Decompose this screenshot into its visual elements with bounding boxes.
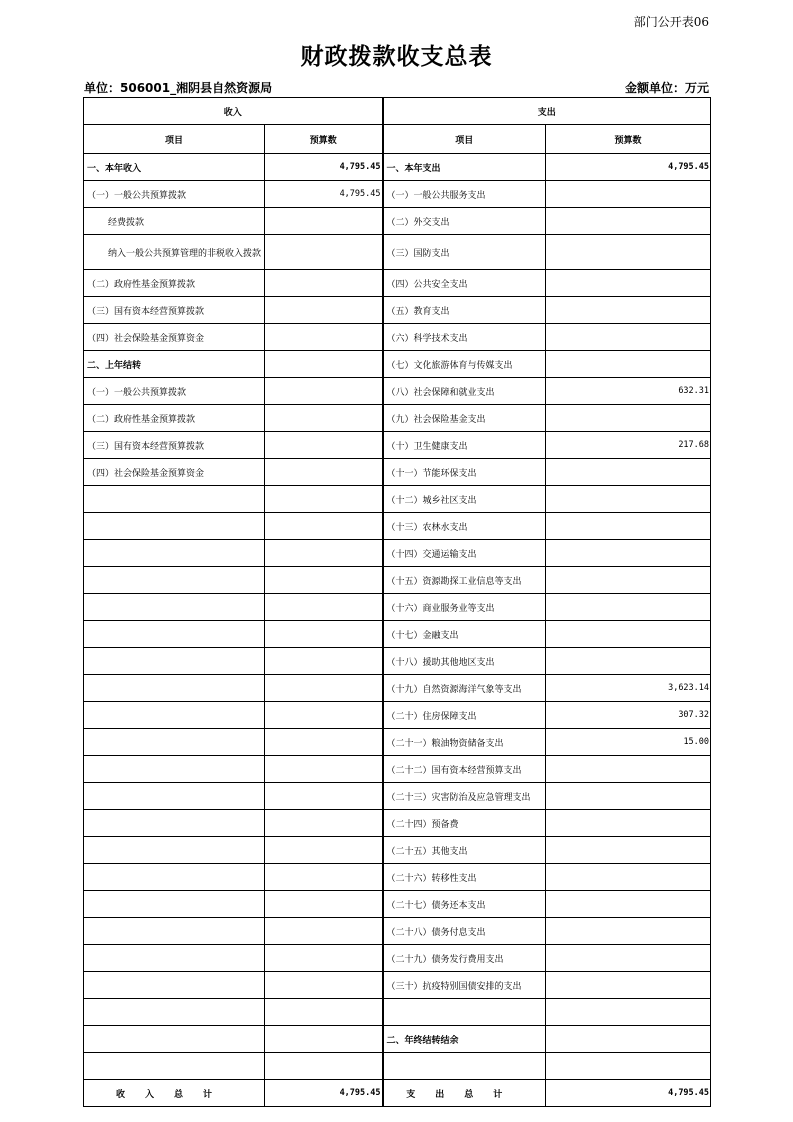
expense-item-cell: （十）卫生健康支出 bbox=[383, 432, 546, 459]
income-item-cell bbox=[84, 864, 265, 891]
expense-value-cell bbox=[546, 486, 711, 513]
income-value-cell bbox=[265, 540, 383, 567]
income-value-cell bbox=[265, 594, 383, 621]
total-row bbox=[84, 1080, 711, 1107]
income-value-cell bbox=[265, 972, 383, 999]
income-item-cell bbox=[84, 486, 265, 513]
income-value-cell bbox=[265, 270, 383, 297]
expense-item-cell: （二）外交支出 bbox=[383, 208, 546, 235]
expense-value-cell bbox=[546, 459, 711, 486]
table-row bbox=[84, 208, 711, 235]
expense-value-cell bbox=[546, 918, 711, 945]
income-item-cell bbox=[84, 1053, 265, 1080]
table-row bbox=[84, 459, 711, 486]
expense-value-cell: 15.00 bbox=[546, 729, 711, 756]
income-budget-header: 预算数 bbox=[265, 125, 383, 154]
income-value-cell bbox=[265, 1026, 383, 1053]
expense-value-cell bbox=[546, 810, 711, 837]
amount-unit-label: 金额单位：万元 bbox=[624, 81, 709, 95]
income-item-cell bbox=[84, 702, 265, 729]
expense-item-cell: （二十一）粮油物资储备支出 bbox=[383, 729, 546, 756]
income-value-cell bbox=[265, 621, 383, 648]
expense-value-cell bbox=[546, 297, 711, 324]
expense-item-cell: （十八）援助其他地区支出 bbox=[383, 648, 546, 675]
income-value-cell bbox=[265, 324, 383, 351]
income-value-cell bbox=[265, 810, 383, 837]
expense-value-cell: 632.31 bbox=[546, 378, 711, 405]
income-item-cell bbox=[84, 729, 265, 756]
expense-item-cell: （九）社会保险基金支出 bbox=[383, 405, 546, 432]
table-row bbox=[84, 594, 711, 621]
expense-section-header: 支出 bbox=[383, 98, 711, 125]
expense-value-cell bbox=[546, 972, 711, 999]
expense-value-cell: 3,623.14 bbox=[546, 675, 711, 702]
expense-item-cell: （十九）自然资源海洋气象等支出 bbox=[383, 675, 546, 702]
income-value-cell bbox=[265, 918, 383, 945]
income-value-cell bbox=[265, 945, 383, 972]
table-row bbox=[84, 837, 711, 864]
expense-value-cell bbox=[546, 891, 711, 918]
income-item-cell bbox=[84, 783, 265, 810]
expense-item-cell: （六）科学技术支出 bbox=[383, 324, 546, 351]
expense-item-cell: （二十五）其他支出 bbox=[383, 837, 546, 864]
table-row bbox=[84, 972, 711, 999]
expense-item-cell: （一）一般公共服务支出 bbox=[383, 181, 546, 208]
expense-item-cell: （十二）城乡社区支出 bbox=[383, 486, 546, 513]
expense-value-cell bbox=[546, 1026, 711, 1053]
expense-item-cell: 二、年终结转结余 bbox=[383, 1026, 546, 1053]
expense-item-cell: （十一）节能环保支出 bbox=[383, 459, 546, 486]
table-row bbox=[84, 891, 711, 918]
expense-item-cell: （二十七）债务还本支出 bbox=[383, 891, 546, 918]
expense-total-label: 支出总计 bbox=[383, 1080, 546, 1107]
table-row bbox=[84, 324, 711, 351]
expense-value-cell bbox=[546, 181, 711, 208]
expense-value-cell bbox=[546, 235, 711, 270]
income-value-cell bbox=[265, 837, 383, 864]
expense-item-cell: （三）国防支出 bbox=[383, 235, 546, 270]
expense-item-cell: （八）社会保障和就业支出 bbox=[383, 378, 546, 405]
income-item-cell bbox=[84, 972, 265, 999]
expense-item-cell: （十四）交通运输支出 bbox=[383, 540, 546, 567]
table-row bbox=[84, 864, 711, 891]
income-item-cell: （二）政府性基金预算拨款 bbox=[84, 270, 265, 297]
table-row bbox=[84, 351, 711, 378]
expense-value-cell: 217.68 bbox=[546, 432, 711, 459]
table-row bbox=[84, 621, 711, 648]
income-value-cell bbox=[265, 729, 383, 756]
income-total-value: 4,795.45 bbox=[265, 1080, 383, 1107]
table-row bbox=[84, 918, 711, 945]
expense-value-cell bbox=[546, 540, 711, 567]
table-row bbox=[84, 1053, 711, 1080]
expense-item-cell bbox=[383, 1053, 546, 1080]
expense-budget-header: 预算数 bbox=[546, 125, 711, 154]
table-row bbox=[84, 702, 711, 729]
income-value-cell bbox=[265, 297, 383, 324]
document-code: 部门公开表06 bbox=[633, 15, 709, 29]
column-header-row bbox=[84, 125, 711, 154]
expense-item-cell: （二十六）转移性支出 bbox=[383, 864, 546, 891]
expense-item-cell: （十七）金融支出 bbox=[383, 621, 546, 648]
income-value-cell bbox=[265, 891, 383, 918]
expense-value-cell bbox=[546, 945, 711, 972]
table-row bbox=[84, 945, 711, 972]
table-row bbox=[84, 405, 711, 432]
income-value-cell bbox=[265, 675, 383, 702]
table-row bbox=[84, 270, 711, 297]
table-row bbox=[84, 513, 711, 540]
income-item-cell bbox=[84, 594, 265, 621]
income-value-cell bbox=[265, 208, 383, 235]
expense-item-cell: （五）教育支出 bbox=[383, 297, 546, 324]
expense-value-cell: 307.32 bbox=[546, 702, 711, 729]
table-row bbox=[84, 540, 711, 567]
table-row bbox=[84, 783, 711, 810]
expense-item-cell: （十五）资源勘探工业信息等支出 bbox=[383, 567, 546, 594]
section-header-row bbox=[84, 98, 711, 125]
income-item-cell: （一）一般公共预算拨款 bbox=[84, 181, 265, 208]
expense-item-cell: （二十四）预备费 bbox=[383, 810, 546, 837]
expense-item-cell: （二十三）灾害防治及应急管理支出 bbox=[383, 783, 546, 810]
expense-value-cell bbox=[546, 324, 711, 351]
table-row bbox=[84, 675, 711, 702]
expense-item-header: 项目 bbox=[383, 125, 546, 154]
income-item-cell bbox=[84, 567, 265, 594]
income-section-header: 收入 bbox=[84, 98, 383, 125]
page-title: 财政拨款收支总表 bbox=[300, 43, 493, 70]
expense-item-cell: （三十）抗疫特别国债安排的支出 bbox=[383, 972, 546, 999]
income-item-cell bbox=[84, 540, 265, 567]
income-item-cell: （四）社会保险基金预算资金 bbox=[84, 324, 265, 351]
expense-value-cell bbox=[546, 1053, 711, 1080]
table-row bbox=[84, 378, 711, 405]
income-item-cell bbox=[84, 810, 265, 837]
table-row bbox=[84, 729, 711, 756]
income-item-cell bbox=[84, 513, 265, 540]
income-value-cell bbox=[265, 432, 383, 459]
expense-item-cell: （二十）住房保障支出 bbox=[383, 702, 546, 729]
table-row bbox=[84, 181, 711, 208]
income-item-cell: （一）一般公共预算拨款 bbox=[84, 378, 265, 405]
expense-value-cell: 4,795.45 bbox=[546, 154, 711, 181]
income-value-cell: 4,795.45 bbox=[265, 154, 383, 181]
table-row bbox=[84, 235, 711, 270]
income-item-header: 项目 bbox=[84, 125, 265, 154]
income-value-cell bbox=[265, 351, 383, 378]
expense-item-cell: 一、本年支出 bbox=[383, 154, 546, 181]
income-item-cell: （二）政府性基金预算拨款 bbox=[84, 405, 265, 432]
income-value-cell bbox=[265, 702, 383, 729]
expense-value-cell bbox=[546, 405, 711, 432]
income-value-cell bbox=[265, 999, 383, 1026]
income-total-label: 收入总计 bbox=[84, 1080, 265, 1107]
table-row bbox=[84, 432, 711, 459]
income-value-cell bbox=[265, 405, 383, 432]
expense-value-cell bbox=[546, 594, 711, 621]
expense-total-value: 4,795.45 bbox=[546, 1080, 711, 1107]
expense-item-cell: （二十八）债务付息支出 bbox=[383, 918, 546, 945]
table-row bbox=[84, 1026, 711, 1053]
expense-value-cell bbox=[546, 864, 711, 891]
income-item-cell: 经费拨款 bbox=[84, 208, 265, 235]
expense-value-cell bbox=[546, 756, 711, 783]
income-value-cell bbox=[265, 513, 383, 540]
income-item-cell bbox=[84, 837, 265, 864]
expense-item-cell: （二十二）国有资本经营预算支出 bbox=[383, 756, 546, 783]
expense-value-cell bbox=[546, 270, 711, 297]
income-item-cell bbox=[84, 756, 265, 783]
expense-item-cell: （二十九）债务发行费用支出 bbox=[383, 945, 546, 972]
expense-item-cell: （四）公共安全支出 bbox=[383, 270, 546, 297]
income-value-cell bbox=[265, 648, 383, 675]
income-value-cell bbox=[265, 756, 383, 783]
table-row bbox=[84, 297, 711, 324]
table-row bbox=[84, 999, 711, 1026]
table-row bbox=[84, 154, 711, 181]
income-item-cell bbox=[84, 918, 265, 945]
income-item-cell: （三）国有资本经营预算拨款 bbox=[84, 297, 265, 324]
income-value-cell: 4,795.45 bbox=[265, 181, 383, 208]
expense-value-cell bbox=[546, 648, 711, 675]
income-item-cell: 二、上年结转 bbox=[84, 351, 265, 378]
table-row bbox=[84, 756, 711, 783]
unit-label: 单位：506001_湘阴县自然资源局 bbox=[84, 81, 273, 95]
expense-item-cell: （十六）商业服务业等支出 bbox=[383, 594, 546, 621]
income-value-cell bbox=[265, 864, 383, 891]
income-item-cell: 纳入一般公共预算管理的非税收入拨款 bbox=[84, 235, 265, 270]
income-item-cell bbox=[84, 621, 265, 648]
income-item-cell: （四）社会保险基金预算资金 bbox=[84, 459, 265, 486]
income-item-cell: 一、本年收入 bbox=[84, 154, 265, 181]
expense-value-cell bbox=[546, 567, 711, 594]
income-value-cell bbox=[265, 378, 383, 405]
income-item-cell bbox=[84, 999, 265, 1026]
income-value-cell bbox=[265, 235, 383, 270]
table-row bbox=[84, 810, 711, 837]
income-item-cell bbox=[84, 945, 265, 972]
income-value-cell bbox=[265, 1053, 383, 1080]
expense-value-cell bbox=[546, 208, 711, 235]
expense-item-cell: （十三）农林水支出 bbox=[383, 513, 546, 540]
expense-value-cell bbox=[546, 999, 711, 1026]
expense-value-cell bbox=[546, 621, 711, 648]
income-item-cell bbox=[84, 1026, 265, 1053]
expense-value-cell bbox=[546, 837, 711, 864]
income-value-cell bbox=[265, 459, 383, 486]
income-value-cell bbox=[265, 783, 383, 810]
expense-item-cell bbox=[383, 999, 546, 1026]
table-row bbox=[84, 486, 711, 513]
expense-value-cell bbox=[546, 783, 711, 810]
expense-item-cell: （七）文化旅游体育与传媒支出 bbox=[383, 351, 546, 378]
table-row bbox=[84, 648, 711, 675]
income-item-cell bbox=[84, 891, 265, 918]
income-item-cell: （三）国有资本经营预算拨款 bbox=[84, 432, 265, 459]
budget-summary-table bbox=[83, 97, 711, 1107]
expense-value-cell bbox=[546, 351, 711, 378]
expense-value-cell bbox=[546, 513, 711, 540]
income-item-cell bbox=[84, 675, 265, 702]
income-item-cell bbox=[84, 648, 265, 675]
income-value-cell bbox=[265, 486, 383, 513]
income-value-cell bbox=[265, 567, 383, 594]
table-row bbox=[84, 567, 711, 594]
